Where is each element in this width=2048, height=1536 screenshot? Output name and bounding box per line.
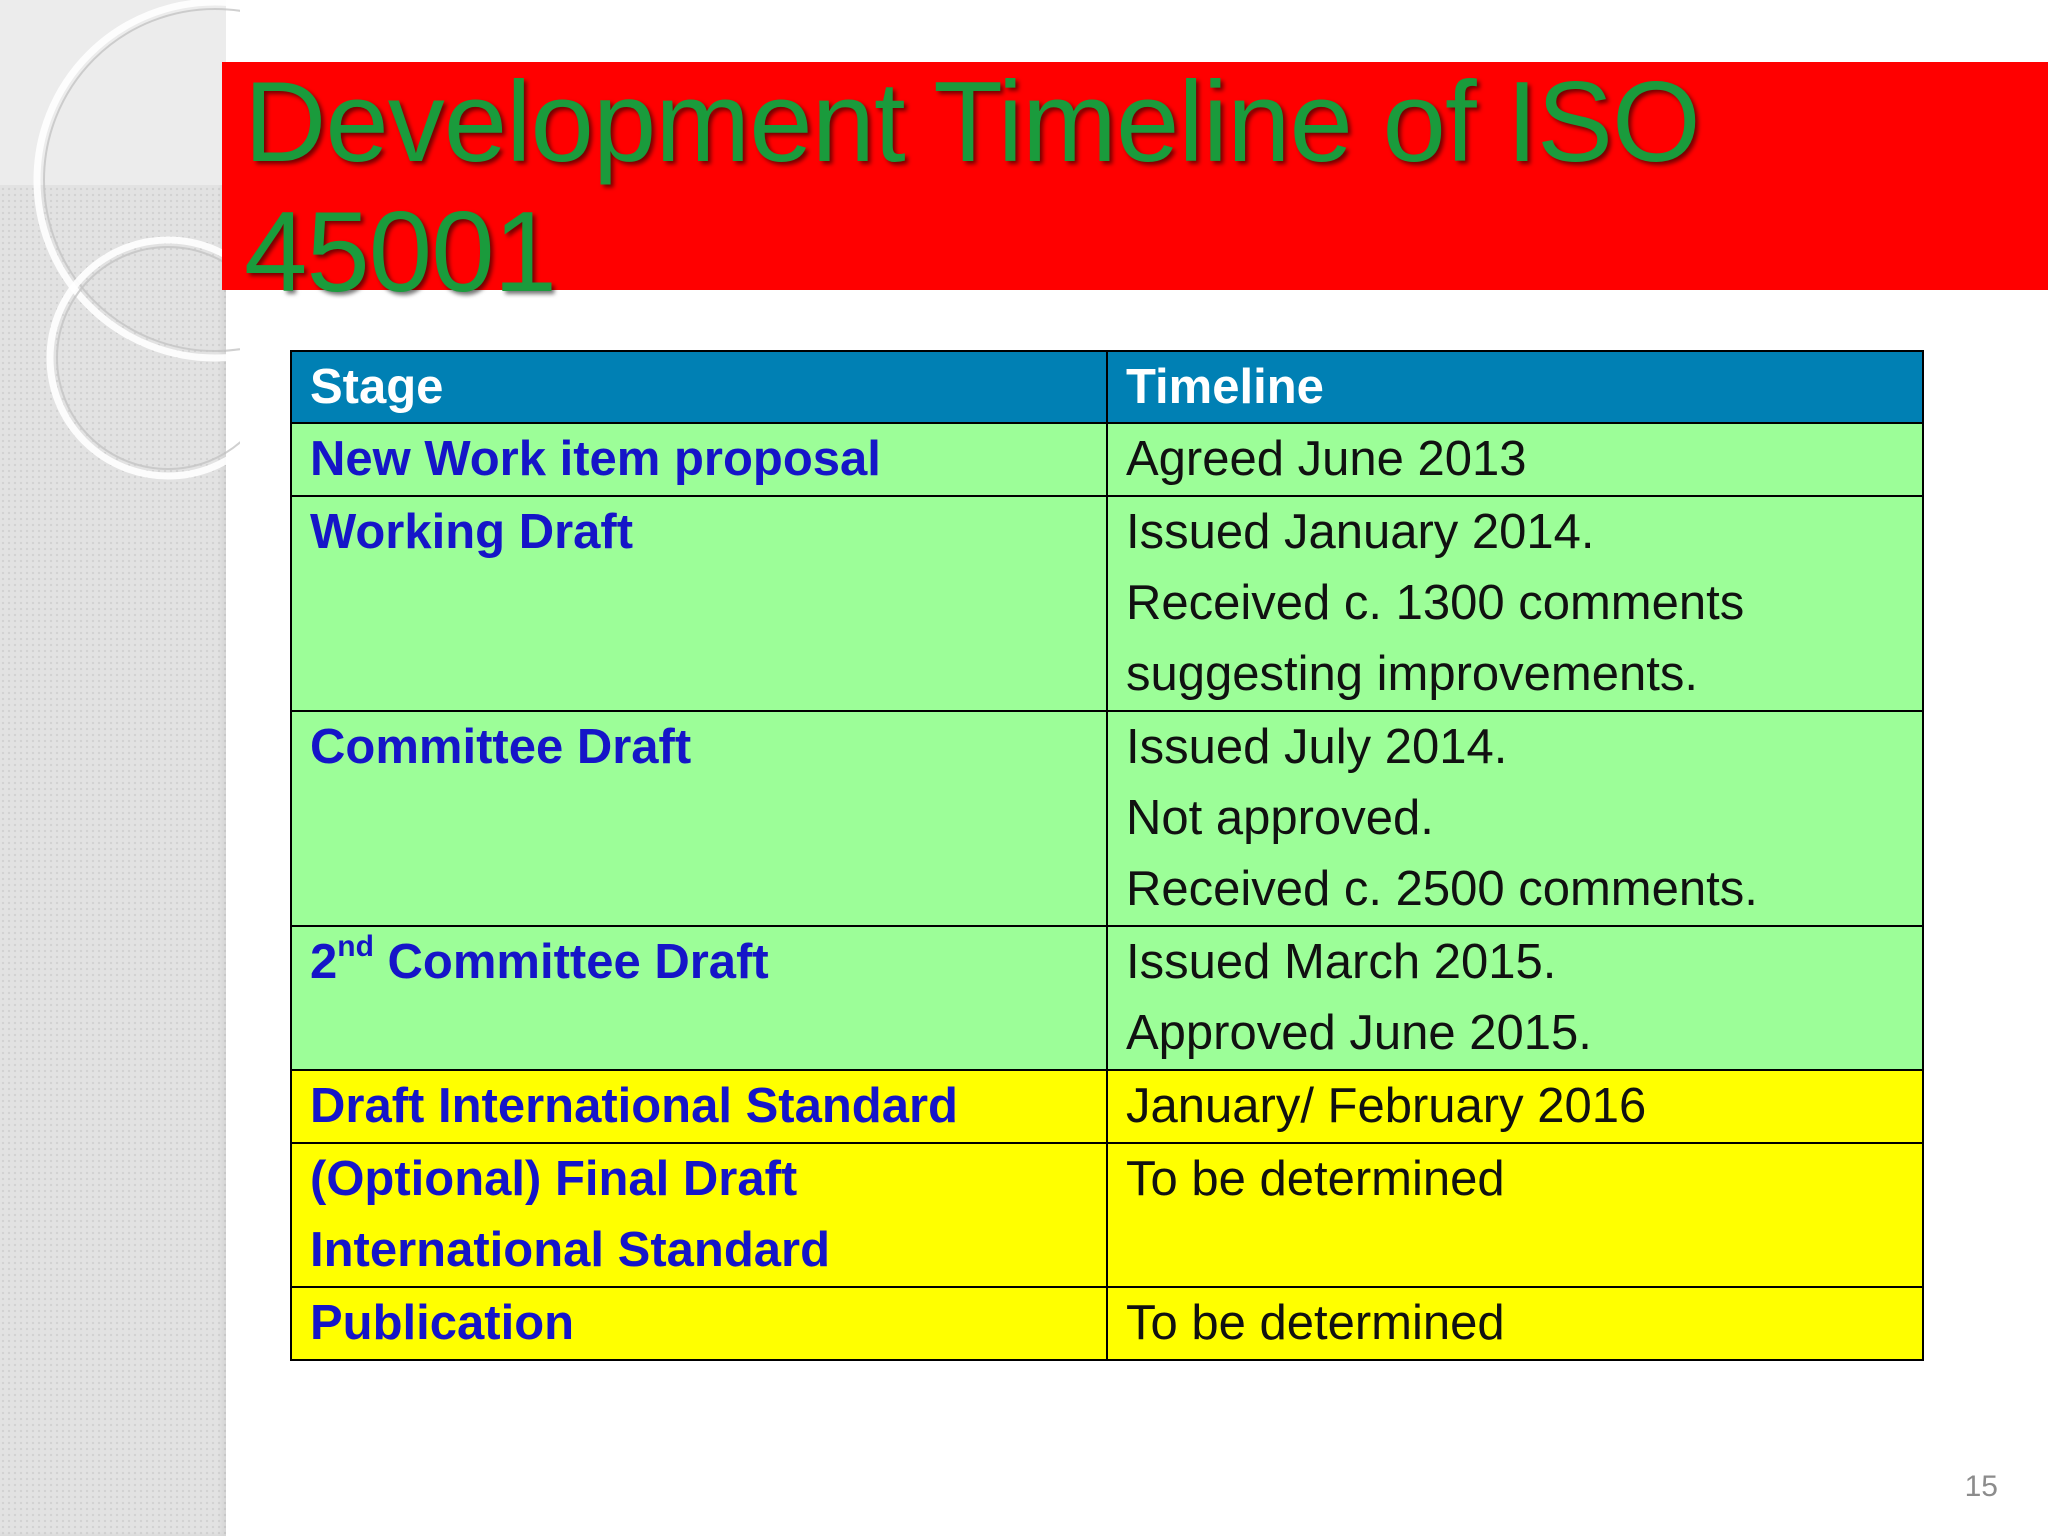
timeline-cell [1107, 496, 1923, 711]
stage-cell [291, 1287, 1107, 1360]
table-row [291, 711, 1923, 926]
timeline-cell [1107, 926, 1923, 1070]
stage-cell [291, 1070, 1107, 1143]
table-row [291, 496, 1923, 711]
timeline-text: January/ February 2016 [1126, 1079, 1647, 1133]
stage-ordinal-suffix: nd [337, 930, 374, 963]
stage-text: (Optional) Final Draft [310, 1152, 798, 1206]
timeline-text: To be determined [1126, 1296, 1505, 1350]
timeline-text: Issued January 2014. [1126, 505, 1595, 559]
timeline-text: To be determined [1126, 1152, 1505, 1206]
stage-text: Working Draft [310, 505, 634, 559]
column-header-stage: Stage [291, 351, 1107, 423]
timeline-text: Not approved. [1126, 791, 1434, 845]
stage-cell [291, 496, 1107, 711]
table-row [291, 423, 1923, 496]
stage-cell [291, 1143, 1107, 1287]
timeline-cell [1107, 1070, 1923, 1143]
timeline-cell [1107, 1143, 1923, 1287]
table-row [291, 926, 1923, 1070]
timeline-text: Issued March 2015. [1126, 935, 1557, 989]
timeline-text: Agreed June 2013 [1126, 432, 1527, 486]
timeline-cell [1107, 711, 1923, 926]
table-row [291, 1070, 1923, 1143]
stage-text: Draft International Standard [310, 1079, 958, 1133]
timeline-text: Received c. 1300 comments [1126, 576, 1745, 630]
development-timeline-table [290, 350, 1924, 1361]
stage-text: International Standard [310, 1223, 831, 1277]
table-header-row [291, 351, 1923, 423]
stage-text: Publication [310, 1296, 575, 1350]
stage-text-rest: Committee Draft [373, 935, 769, 989]
timeline-text: Approved June 2015. [1126, 1006, 1592, 1060]
stage-cell [291, 423, 1107, 496]
column-header-timeline: Timeline [1107, 351, 1923, 423]
table-row [291, 1287, 1923, 1360]
decorative-rings-graphic [0, 0, 240, 520]
timeline-text: Issued July 2014. [1126, 720, 1508, 774]
stage-cell [291, 711, 1107, 926]
stage-cell [291, 926, 1107, 1070]
timeline-text: Received c. 2500 comments. [1126, 862, 1758, 916]
timeline-cell [1107, 1287, 1923, 1360]
decorative-ring-large [37, 2, 240, 358]
stage-text [310, 927, 1088, 998]
stage-ordinal-number: 2 [310, 935, 338, 989]
timeline-cell [1107, 423, 1923, 496]
stage-text: Committee Draft [310, 720, 692, 774]
decorative-side-panel [0, 0, 226, 1536]
table-row [291, 1143, 1923, 1287]
slide-page-number: 15 [1964, 1470, 1998, 1503]
slide-title: Development Timeline of ISO 45001 [244, 59, 1700, 316]
stage-text: New Work item proposal [310, 432, 881, 486]
timeline-text: suggesting improvements. [1126, 647, 1698, 701]
